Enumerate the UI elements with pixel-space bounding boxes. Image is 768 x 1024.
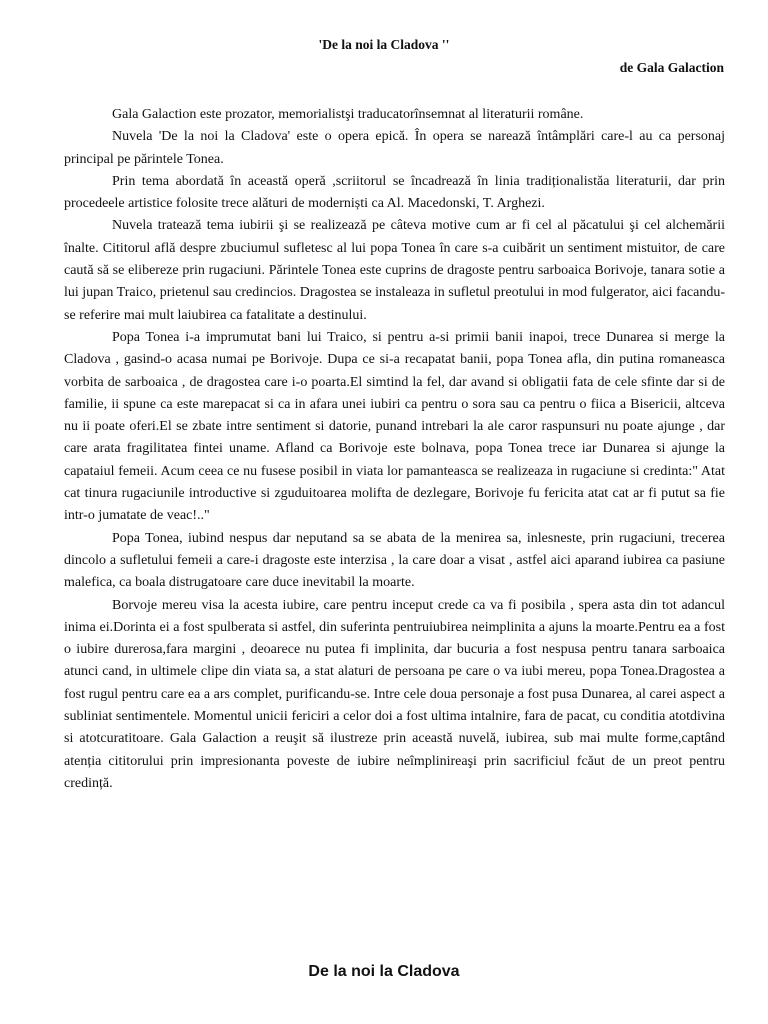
document-author: de Gala Galaction [619,60,724,75]
paragraph: Nuvela 'De la noi la Cladova' este o opera epică. În opera se narează întâmplări care-l au ca personaj principal pe părintele Tonea. [64,129,725,167]
paragraph: Popa Tonea i-a imprumutat bani lui Traico, si pentru a-si primii banii inapoi, trece Dunarea si merge la Cladova , gasind-o acasa numai pe Borivoje. Dupa ce si-a recapatat banii, popa Tonea afla, din putina romaneasca vorbita de sarboaica , de dragostea care i-o poarta.El simtind la fel, dar avand si obligatii fata de cele sfinte dar si de familie, ii spune ca este marepacat si ca in afara unei iubiri ca pentru o sora sau ca pentru o fiica a Bisericii, altceva nu ii poate oferi.El se zbate intre sentiment si datorie, punand intrebari la ale caror raspunsuri nu poate ajunge , dar care arata fragilitatea fintei uname. Afland ca Borivoje este bolnava, popa Tonea trece iar Dunarea si ajunge la capataiul femeii. Acum ceea ce nu fusese posibil in viata lor pamanteasca se realizeaza in rugaciune si credinta:" Atat cat tinura rugaciunile introductive si zguduitoarea molifta de dezlegare, Borivoje fu fericita atat cat ar fi putut sa fie intr-o jumatate de veac!.." [64,329,725,524]
paragraph: Nuvela tratează tema iubirii şi se realizează pe câteva motive cum ar fi cel al păcatului şi cel alchemării înalte. Cititorul află despre zbuciumul sufletesc al lui popa Tonea în care s-a cuibărit un sentiment mistuitor, de care caută să se elibereze prin rugaciuni. Părintele Tonea este cuprins de dragoste pentru sarboaica Borivoje, tanara sotie a lui jupan Traico, prietenul sau credincios. Dragostea se instaleaza in sufletul preotului in mod fulgerator, aici facandu-se referire mai mult laiubirea ca fatalitate a destinului. [64,218,725,323]
paragraph: Popa Tonea, iubind nespus dar neputand sa se abata de la menirea sa, inlesneste, prin rugaciuni, trecerea dincolo a sufletului femeii a care-i dragoste este interzisa , la care doar a visat , astfel aici aparand iubirea ca pasiune malefica, ca boala distrugatoare care duce inevitabil la moarte. [64,530,725,591]
footer-title: De la noi la Cladova [308,963,460,980]
paragraph: Gala Galaction este prozator, memorialistşi traducatorînsemnat al literaturii române. [112,107,584,122]
document-title: 'De la noi la Cladova '' [318,37,450,52]
paragraph: Prin tema abordată în această operă ,scriitorul se încadrează în linia tradiționalistăa literaturii, dar prin procedeele artistice folosite trece alături de moderniști ca Al. Macedonski, T. Arghezi. [64,173,725,212]
document-body [64,104,725,795]
paragraph: Borvoje mereu visa la acesta iubire, care pentru inceput crede ca va fi posibila , spera asta din tot adancul inima ei.Dorinta ei a fost spulberata si astfel, din suferinta pentruiubirea neimplinita a ajuns la moarte.Pentru ea a fost o iubire durerosa,fara margini , deoarece nu putea fi implinita, dar bucuria a fost nespusa pentru tanara sarboaica atunci cand, in ultimele clipe din viata sa, a stat alaturi de persoana pe care o va iubi mereu, popa Tonea.Dragostea a fost rugul pentru care ea a ars complet, purificandu-se. Intre cele doua personaje a fost pusa Dunarea, al carei aspect a subliniat sentimentele. Momentul unicii fericiri a celor doi a fost ultima intalnire, fara de pacat, cu conditia atotdivina si atotcuratitoare. Gala Galaction a reuşit să ilustreze prin această nuvelă, iubirea, sub mai multe forme,captând atenția cititorului prin impresionanta poveste de iubire neîmplinireaşi prin sacrificiul fcăut de un preot pentru credință. [64,597,725,791]
